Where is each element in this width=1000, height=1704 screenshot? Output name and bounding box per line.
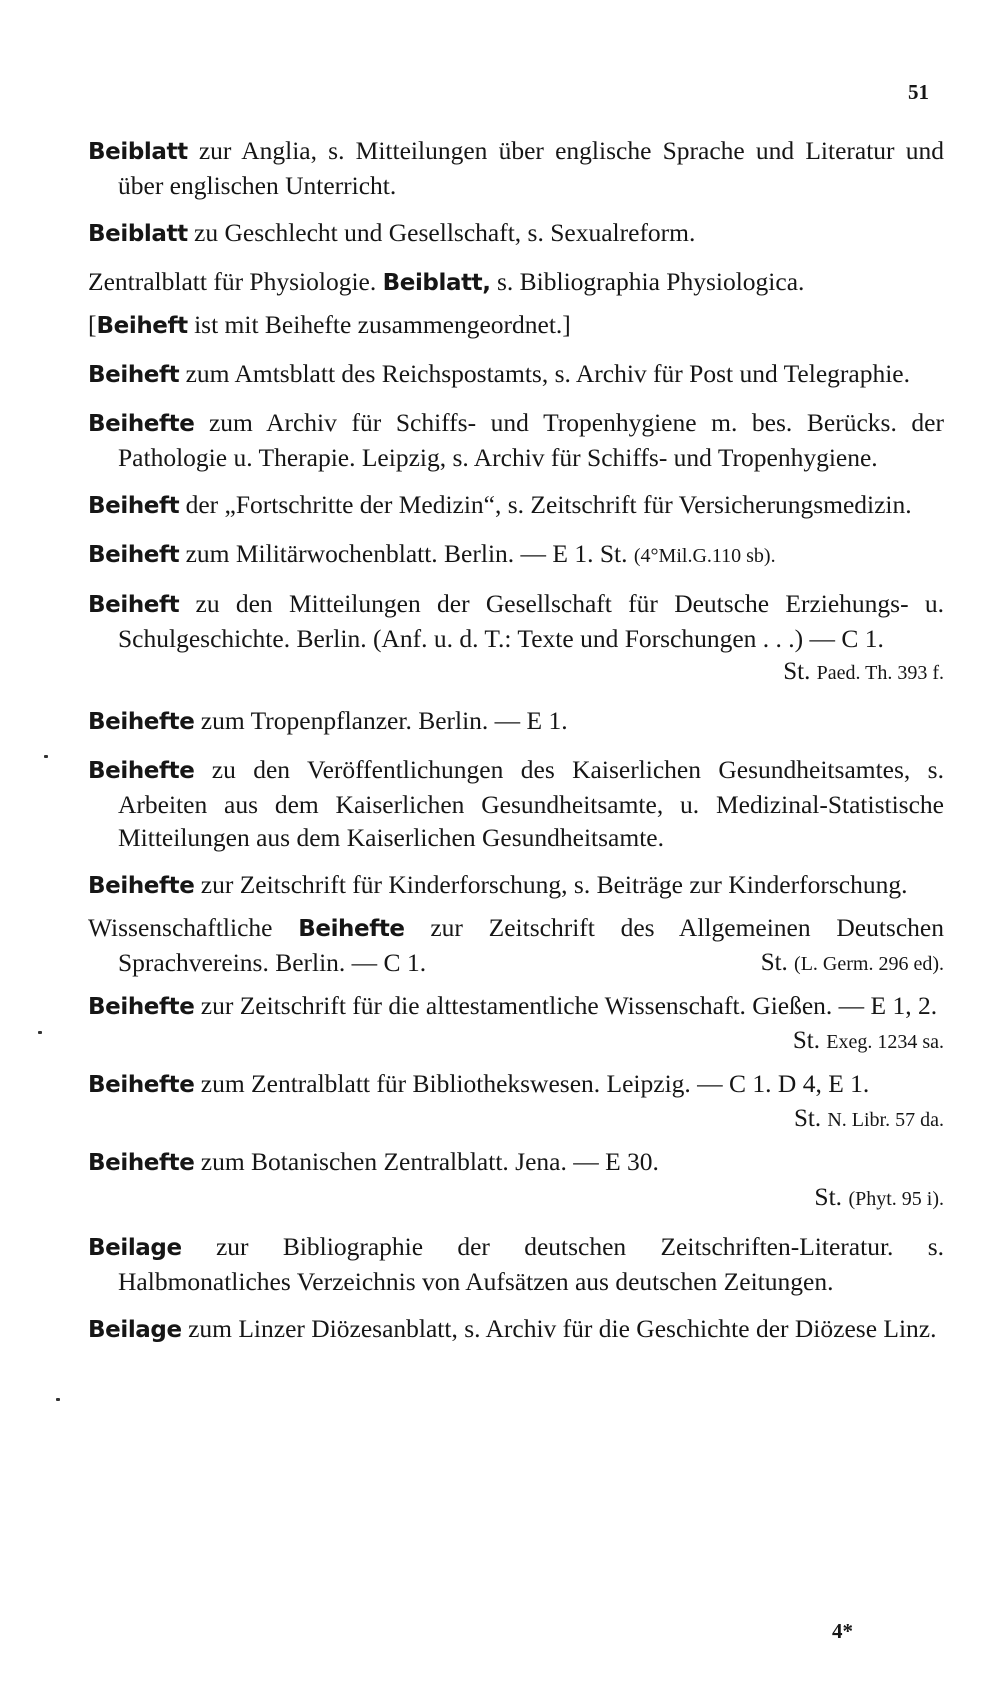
index-entry: Beihefte zum Zentralblatt für Bibliothekswesen. Leipzig. — C 1. D 4, E 1. St. N. Libr. 57 da.	[88, 1067, 944, 1137]
index-entry: Beiheft der „Fortschritte der Medizin“, s. Zeitschrift für Versicherungsmedizin.	[88, 490, 912, 519]
shelfmark: St. (Phyt. 95 i).	[814, 1182, 944, 1211]
index-entry: Beilage zur Bibliographie der deutschen Zeitschriften-Literatur. s. Halbmonatliches Verzeichnis von Aufsätzen aus deutschen Zeitungen.	[88, 1232, 944, 1296]
entry-keyword: Beihefte	[88, 709, 195, 735]
entry-keyword: Beilage	[88, 1317, 182, 1343]
entry-keyword: Beiheft	[88, 542, 180, 568]
index-entry: Beiblatt zur Anglia, s. Mitteilungen über englische Sprache und Literatur und über englischen Unterricht.	[88, 136, 944, 200]
signature-mark: 4*	[832, 1619, 853, 1643]
index-entry: Beiheft zum Amtsblatt des Reichspostamts, s. Archiv für Post und Telegraphie.	[88, 359, 910, 388]
entry-keyword: Beiheft	[88, 592, 180, 618]
index-entry: Beihefte zum Archiv für Schiffs- und Tropenhygiene m. bes. Berücks. der Pathologie u. Therapie. Leipzig, s. Archiv für Schiffs- und Tropenhygiene.	[88, 408, 944, 472]
index-entry: Beihefte zum Botanischen Zentralblatt. Jena. — E 30. St. (Phyt. 95 i).	[88, 1145, 944, 1216]
index-entry: Beihefte zum Tropenpflanzer. Berlin. — E 1.	[88, 706, 568, 735]
margin-mark	[38, 1031, 42, 1034]
entry-keyword: Beiheft	[88, 493, 180, 519]
index-entry: Beihefte zur Zeitschrift für die alttestamentliche Wissenschaft. Gießen. — E 1, 2. St. Exeg. 1234 sa.	[88, 989, 944, 1059]
index-entry: Beiheft zu den Mitteilungen der Gesellschaft für Deutsche Erziehungs- u. Schulgeschichte. Berlin. (Anf. u. d. T.: Texte und Forschungen . . .) — C 1. St. Paed. Th. 393 f.	[88, 587, 944, 690]
entry-keyword: Beilage	[88, 1235, 182, 1261]
entry-keyword: Beiblatt	[88, 139, 188, 165]
shelfmark: St. Exeg. 1234 sa.	[792, 1027, 944, 1054]
entry-keyword: Beihefte	[88, 411, 195, 437]
page-number: 51	[908, 80, 929, 104]
shelfmark: (4°Mil.G.110 sb).	[633, 545, 776, 567]
index-entry: Beilage zum Linzer Diözesanblatt, s. Archiv für die Geschichte der Diözese Linz.	[88, 1314, 937, 1343]
shelfmark: St. N. Libr. 57 da.	[793, 1105, 944, 1132]
index-entry: Beihefte zu den Veröffentlichungen des Kaiserlichen Gesundheitsamtes, s. Arbeiten aus dem Kaiserlichen Gesundheitsamte, u. Medizinal-Statistische Mitteilungen aus dem Kaiserlichen Gesundheitsamte.	[88, 755, 944, 852]
index-entry: Beiblatt zu Geschlecht und Gesellschaft, s. Sexualreform.	[88, 218, 696, 247]
entry-keyword: Beiblatt,	[382, 270, 491, 296]
entry-keyword: Beiheft	[96, 313, 188, 339]
entry-keyword: Beihefte	[88, 1150, 195, 1176]
index-entry: Beihefte zur Zeitschrift für Kinderforschung, s. Beiträge zur Kinderforschung.	[88, 870, 908, 899]
index-entries	[88, 134, 944, 1347]
index-entry: Wissenschaftliche Beihefte zur Zeitschrift des Allgemeinen Deutschen Sprachvereins. Berlin. — C 1. St. (L. Germ. 296 ed).	[88, 911, 944, 981]
index-entry: [Beiheft ist mit Beihefte zusammengeordnet.]	[88, 310, 571, 339]
entry-keyword: Beiblatt	[88, 221, 188, 247]
shelfmark: St. (L. Germ. 296 ed).	[760, 949, 944, 976]
margin-mark	[44, 755, 48, 758]
index-entry: Beiheft zum Militärwochenblatt. Berlin. — E 1. St. (4°Mil.G.110 sb).	[88, 539, 776, 568]
entry-keyword: Beihefte	[88, 873, 195, 899]
index-entry: Zentralblatt für Physiologie. Beiblatt, s. Bibliographia Physiologica.	[88, 267, 805, 296]
margin-mark	[56, 1398, 60, 1401]
entry-keyword: Beihefte	[88, 758, 195, 784]
entry-keyword: Beihefte	[88, 1072, 195, 1098]
entry-keyword: Beihefte	[88, 994, 195, 1020]
entry-keyword: Beihefte	[298, 916, 405, 942]
shelfmark: St. Paed. Th. 393 f.	[783, 658, 944, 685]
entry-keyword: Beiheft	[88, 362, 180, 388]
